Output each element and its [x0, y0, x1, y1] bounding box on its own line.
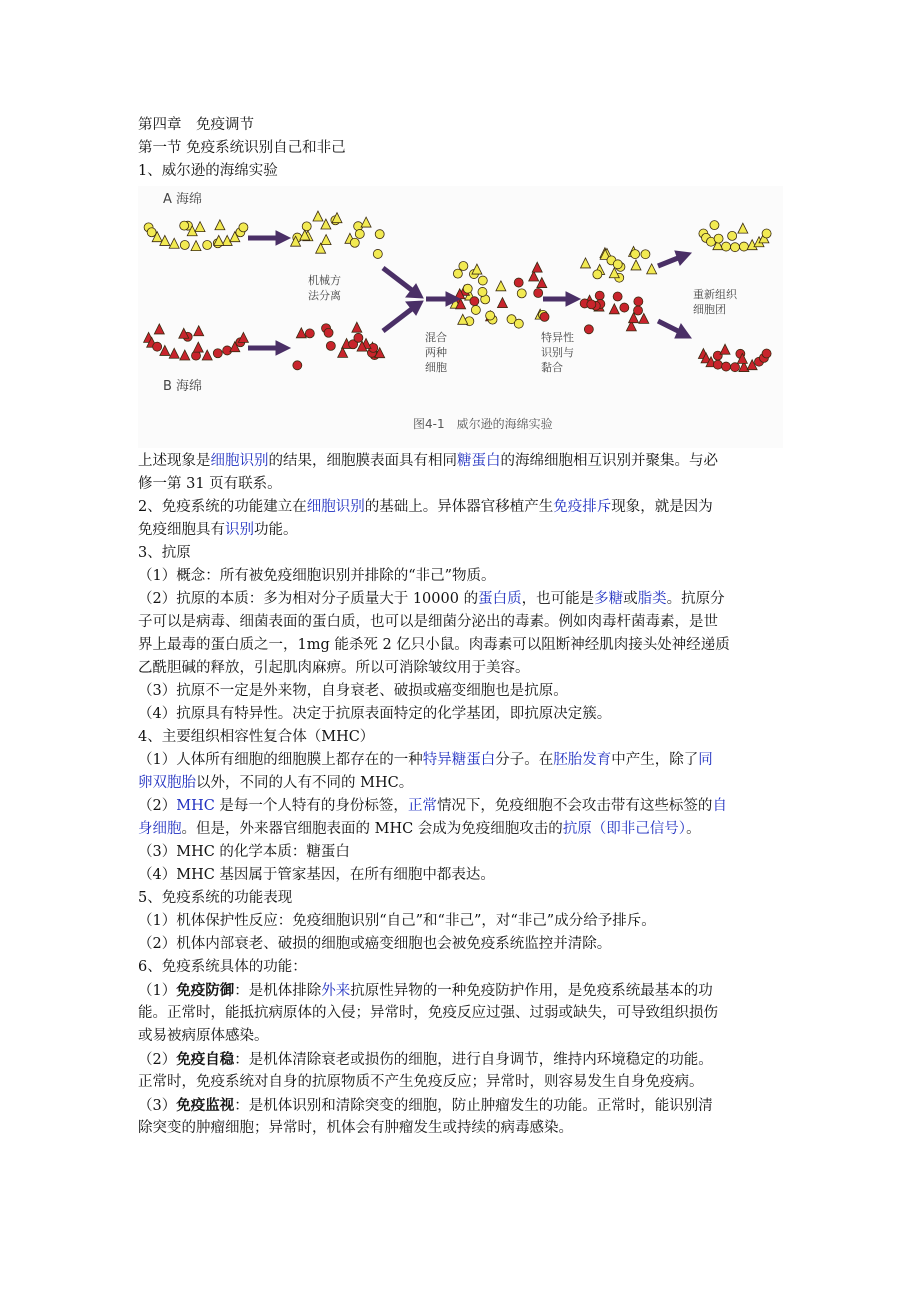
s6-line1: （1）免疫防御：是机体排除外来抗原性异物的一种免疫防护作用，是免疫系统最基本的功 [138, 982, 713, 999]
s3-line3: 子可以是病毒、细菌表面的蛋白质，也可以是细菌分泌出的毒素。例如肉毒杆菌毒素，是世 [138, 614, 718, 630]
mixed-triangle-cell [532, 262, 542, 272]
sponge-a-round-cell [180, 221, 189, 230]
separated-a-triangle-cell [361, 217, 371, 227]
mixed-round-cell [478, 276, 487, 285]
s6-line5: 正常时，免疫系统对自身的抗原物质不产生免疫反应；异常时，则容易发生自身免疫病。 [138, 1074, 704, 1090]
mixed-round-cell [534, 288, 543, 297]
sponge-a-triangle-cell [191, 241, 201, 251]
cell-clusters [144, 211, 772, 372]
sorted-a-round-cell [593, 270, 602, 279]
sponge-a-round-cell [147, 228, 156, 237]
figure-svg [138, 186, 783, 448]
separated-b-round-cell [305, 329, 314, 338]
p1-line1: 上述现象是细胞识别的结果，细胞膜表面具有相同糖蛋白的海绵细胞相互识别并聚集。与必 [138, 453, 718, 469]
mixed-triangle-cell [537, 278, 547, 288]
sponge-b-triangle-cell [180, 350, 190, 360]
mixed-round-cell [470, 297, 479, 306]
mixed-round-cell [517, 289, 526, 298]
s3-line6: （3）抗原不一定是外来物，自身衰老、破损或癌变细胞也是抗原。 [138, 683, 568, 699]
label-specific-2: 识别与 [541, 346, 574, 359]
mixed-round-cell [471, 305, 480, 314]
sponge-a-triangle-cell [195, 222, 205, 232]
separated-a-round-cell [355, 229, 364, 238]
s4-line2: 卵双胞胎以外，不同的人有不同的 MHC。 [138, 775, 414, 791]
reformed-b-round-cell [722, 362, 731, 371]
reformed-b-round-cell [731, 363, 740, 372]
s5-title: 5、免疫系统的功能表现 [138, 890, 293, 906]
separated-a-triangle-cell [313, 211, 323, 221]
label-mix-3: 细胞 [425, 361, 447, 374]
sorted-b-round-cell [634, 306, 643, 315]
label-specific-1: 特异性 [541, 331, 574, 344]
reformed-a-round-cell [731, 243, 740, 252]
sorted-a-round-cell [613, 260, 622, 269]
reformed-b-round-cell [762, 349, 771, 358]
mixed-round-cell [478, 287, 487, 296]
sponge-b-triangle-cell [238, 332, 248, 342]
reformed-a-round-cell [762, 229, 771, 238]
s6-line4: （2）免疫自稳：是机体清除衰老或损伤的细胞，进行自身调节，维持内环境稳定的功能。 [138, 1051, 713, 1068]
sorted-a-triangle-cell [581, 258, 591, 268]
mixed-round-cell [514, 319, 523, 328]
sponge-a-round-cell [239, 223, 248, 232]
s3-line1: （1）概念：所有被免疫细胞识别并排除的“非己”物质。 [138, 568, 496, 584]
reformed-a-round-cell [714, 234, 723, 243]
reformed-b-round-cell [713, 360, 722, 369]
headings [138, 114, 783, 183]
reformed-a-round-cell [710, 221, 719, 230]
s6-line6: （3）免疫监视：是机体识别和清除突变的细胞，防止肿瘤发生的功能。正常时，能识别清 [138, 1097, 713, 1114]
s3-line7: （4）抗原具有特异性。决定于抗原表面特定的化学基团，即抗原决定簇。 [138, 706, 612, 722]
sorted-b-round-cell [620, 303, 629, 312]
separated-a-round-cell [350, 238, 359, 247]
sponge-b-triangle-cell [194, 326, 204, 336]
separated-a-round-cell [375, 230, 384, 239]
sponge-b-round-cell [153, 342, 162, 351]
s6-title: 6、免疫系统具体的功能： [138, 959, 307, 975]
item-1-title: 1、威尔逊的海绵实验 [138, 163, 278, 179]
separated-a-triangle-cell [321, 235, 331, 245]
mixed-triangle-cell [496, 281, 506, 291]
label-separation-1: 机械方 [308, 274, 341, 287]
body-text [138, 450, 783, 1140]
sorted-b-triangle-cell [639, 313, 649, 323]
p2-line1: 2、免疫系统的功能建立在细胞识别的基础上。异体器官移植产生免疫排斥现象，就是因为 [138, 499, 713, 515]
label-mix-1: 混合 [425, 331, 447, 344]
s4-line6: （4）MHC 基因属于管家基因，在所有细胞中都表达。 [138, 867, 495, 883]
sorted-a-round-cell [631, 250, 640, 259]
separated-a-round-cell [373, 249, 382, 258]
sorted-b-round-cell [587, 300, 596, 309]
p1-line2: 修一第 31 页有联系。 [138, 476, 282, 492]
sponge-b-triangle-cell [169, 348, 179, 358]
chapter-title: 第四章 免疫调节 [138, 117, 254, 133]
s3-line4: 界上最毒的蛋白质之一，1mg 能杀死 2 亿只小鼠。肉毒素可以阻断神经肌肉接头处神经递质 [138, 637, 730, 653]
s4-line3: （2）MHC 是每一个人特有的身份标签，正常情况下，免疫细胞不会攻击带有这些标签的自 [138, 798, 727, 814]
p2-line2: 免疫细胞具有识别功能。 [138, 522, 298, 538]
separated-b-triangle-cell [338, 347, 348, 357]
s3-line5: 乙酰胆碱的释放，引起肌肉麻痹。所以可消除皱纹用于美容。 [138, 660, 530, 676]
sponge-b-round-cell [213, 349, 222, 358]
label-separation-2: 法分离 [308, 289, 341, 302]
mixed-round-cell [514, 278, 523, 287]
s6-line7: 除突变的肿瘤细胞；异常时，机体会有肿瘤发生或持续的病毒感染。 [138, 1120, 573, 1136]
separated-a-round-cell [302, 222, 311, 231]
section-title: 第一节 免疫系统识别自己和非己 [138, 140, 346, 156]
sponge-b-triangle-cell [154, 324, 164, 334]
s4-line5: （3）MHC 的化学本质：糖蛋白 [138, 844, 350, 860]
sorted-a-triangle-cell [647, 264, 657, 274]
sorted-a-triangle-cell [631, 260, 641, 270]
separated-b-round-cell [354, 333, 363, 342]
s6-line3: 或易被病原体感染。 [138, 1028, 269, 1044]
s5-line2: （2）机体内部衰老、破损的细胞或癌变细胞也会被免疫系统监控并清除。 [138, 936, 612, 952]
label-specific-3: 黏合 [541, 361, 563, 374]
s4-title: 4、主要组织相容性复合体（MHC） [138, 729, 375, 745]
s5-line1: （1）机体保护性反应：免疫细胞识别“自己”和“非己”，对“非己”成分给予排斥。 [138, 913, 656, 929]
sorted-b-round-cell [584, 325, 593, 334]
separated-b-round-cell [326, 341, 335, 350]
sponge-a-triangle-cell [169, 238, 179, 248]
mixed-round-cell [459, 262, 468, 271]
separated-b-triangle-cell [352, 322, 362, 332]
sorted-b-round-cell [613, 292, 622, 301]
sorted-b-triangle-cell [609, 304, 619, 314]
reformed-a-round-cell [722, 242, 731, 251]
sponge-experiment-figure [138, 186, 783, 448]
sponge-a-round-cell [203, 241, 212, 250]
s6-line2: 能。正常时，能抵抗病原体的入侵；异常时，免疫反应过强、过弱或缺失，可导致组织损伤 [138, 1005, 718, 1021]
sorted-a-round-cell [641, 250, 650, 259]
sorted-b-round-cell [595, 291, 604, 300]
label-reorganize-1: 重新组织 [693, 288, 737, 301]
label-sponge-b: B 海绵 [163, 379, 203, 394]
mixed-round-cell [453, 269, 462, 278]
label-mix-2: 两种 [425, 346, 447, 359]
sponge-b-triangle-cell [193, 342, 203, 352]
s4-line4: 身细胞。但是，外来器官细胞表面的 MHC 会成为免疫细胞攻击的抗原（即非己信号）。 [138, 821, 701, 837]
mixed-round-cell [463, 284, 472, 293]
mixed-round-cell [486, 311, 495, 320]
sorted-b-round-cell [634, 297, 643, 306]
sponge-b-triangle-cell [202, 350, 212, 360]
s4-line1: （1）人体所有细胞的细胞膜上都存在的一种特异糖蛋白分子。在胚胎发育中产生，除了同 [138, 752, 713, 768]
reformed-a-round-cell [728, 231, 737, 240]
separated-b-round-cell [293, 361, 302, 370]
mixed-triangle-cell [497, 298, 507, 308]
s3-title: 3、抗原 [138, 545, 191, 561]
separated-b-round-cell [324, 328, 333, 337]
sponge-a-round-cell [180, 241, 189, 250]
figure-caption: 图4-1 威尔逊的海绵实验 [413, 417, 553, 431]
mixed-round-cell [540, 312, 549, 321]
s3-line2: （2）抗原的本质：多为相对分子质量大于 10000 的蛋白质，也可能是多糖或脂类。抗原分 [138, 591, 725, 607]
sponge-a-triangle-cell [215, 220, 225, 230]
label-reorganize-2: 细胞团 [693, 303, 726, 316]
label-sponge-a: A 海绵 [163, 192, 203, 207]
reformed-b-triangle-cell [720, 344, 730, 354]
separated-b-triangle-cell [296, 328, 306, 338]
reformed-a-triangle-cell [738, 223, 748, 233]
mixed-triangle-cell [472, 264, 482, 274]
